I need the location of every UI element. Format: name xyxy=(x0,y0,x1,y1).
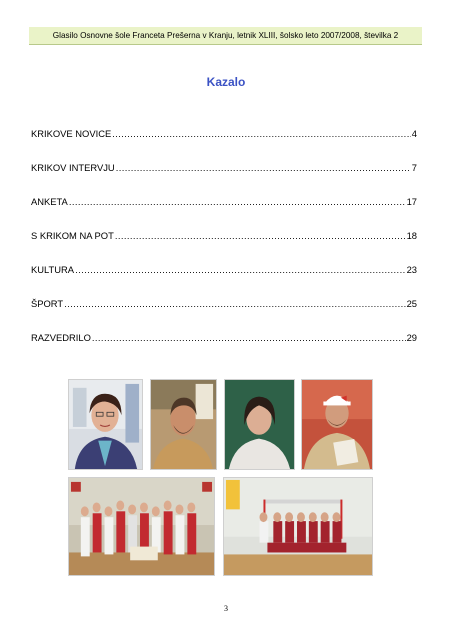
group-photo-sports-team xyxy=(223,477,373,576)
table-of-contents xyxy=(31,128,417,366)
page-number: 3 xyxy=(224,604,228,613)
toc-item-krikove-novice[interactable] xyxy=(31,128,417,162)
toc-item-label: ANKETA xyxy=(31,196,68,207)
group-photo-costumes xyxy=(68,477,215,576)
toc-dot-leader xyxy=(115,230,406,241)
toc-item-label: KRIKOVE NOVICE xyxy=(31,128,112,139)
toc-item-anketa[interactable] xyxy=(31,196,417,230)
toc-dot-leader xyxy=(116,162,411,173)
portrait-photo-man-cap xyxy=(301,379,373,470)
toc-item-page: 7 xyxy=(411,162,417,173)
toc-dot-leader xyxy=(64,298,405,309)
toc-item-sport[interactable] xyxy=(31,298,417,332)
toc-item-krikov-intervju[interactable] xyxy=(31,162,417,196)
page-title: Kazalo xyxy=(206,75,246,89)
toc-item-label: RAZVEDRILO xyxy=(31,332,91,343)
toc-item-label: KRIKOV INTERVJU xyxy=(31,162,115,173)
toc-dot-leader xyxy=(69,196,406,207)
toc-dot-leader xyxy=(75,264,406,275)
toc-item-page: 18 xyxy=(406,230,417,241)
newsletter-header-text: Glasilo Osnovne šole Franceta Prešerna v Kranju, letnik XLIII, šolsko leto 2007/2008, številka 2 xyxy=(52,31,399,40)
toc-dot-leader xyxy=(92,332,406,343)
toc-dot-leader xyxy=(112,128,411,139)
newsletter-header xyxy=(29,27,422,45)
toc-item-page: 29 xyxy=(406,332,417,343)
toc-item-kultura[interactable] xyxy=(31,264,417,298)
toc-item-label: KULTURA xyxy=(31,264,75,275)
portrait-photo-woman-glasses xyxy=(68,379,143,470)
portrait-photo-man-beard xyxy=(150,379,217,470)
toc-item-page: 17 xyxy=(406,196,417,207)
toc-item-label: S KRIKOM NA POT xyxy=(31,230,114,241)
toc-item-s-krikom-na-pot[interactable] xyxy=(31,230,417,264)
toc-item-razvedrilo[interactable] xyxy=(31,332,417,366)
toc-item-page: 23 xyxy=(406,264,417,275)
portrait-photo-woman-white-top xyxy=(224,379,295,470)
toc-item-page: 25 xyxy=(406,298,417,309)
toc-item-page: 4 xyxy=(411,128,417,139)
toc-item-label: ŠPORT xyxy=(31,298,64,309)
